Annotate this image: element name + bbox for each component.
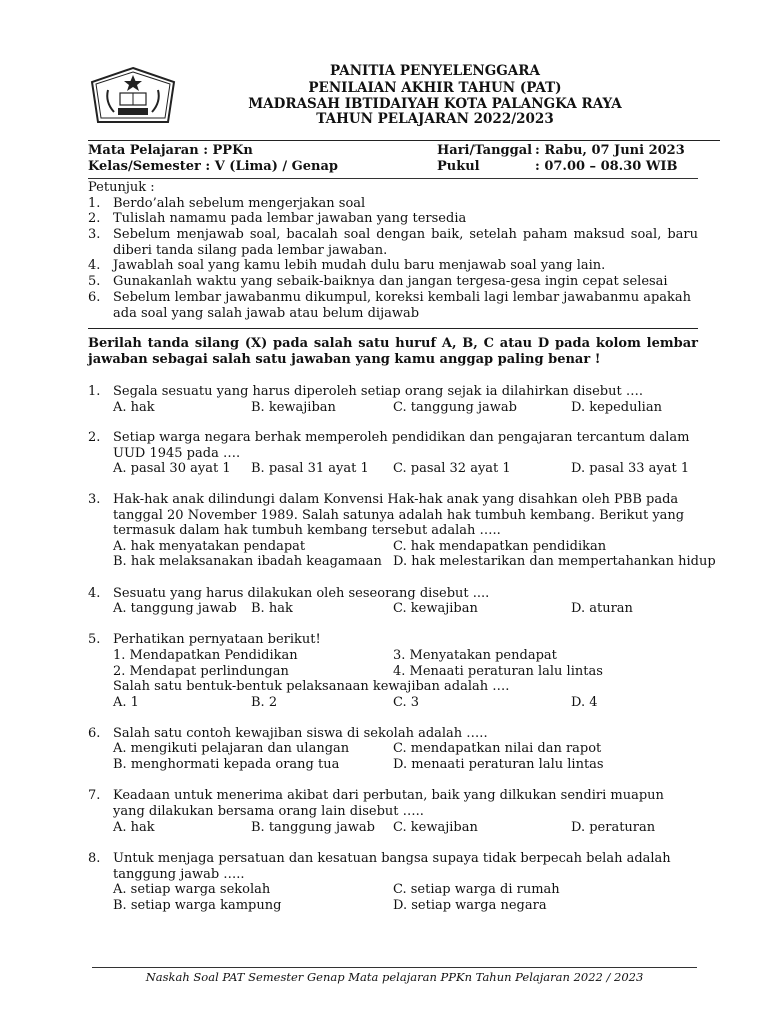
instruction-text: Berdo’alah sebelum mengerjakan soal <box>113 196 366 211</box>
ministry-logo <box>88 66 178 126</box>
option-b: B. menghormati kepada orang tua <box>113 757 340 772</box>
question-number: 5. <box>88 632 101 647</box>
option-b: B. setiap warga kampung <box>113 898 282 913</box>
question-number: 4. <box>88 586 101 601</box>
option-d: D. setiap warga negara <box>393 898 547 913</box>
option-a: A. 1 <box>113 695 139 710</box>
option-d: D. hak melestarikan dan mempertahankan hidup <box>393 554 716 569</box>
statement-4: 4. Menaati peraturan lalu lintas <box>393 664 603 679</box>
option-b: B. tanggung jawab <box>251 820 375 835</box>
option-c: C. hak mendapatkan pendidikan <box>393 539 607 554</box>
question-text: Hak-hak anak dilindungi dalam Konvensi Hak-hak anak yang disahkan oleh PBB pada tanggal 20 November 1989. Salah satunya adalah hak tumbuh kembang. Berikut yang termasuk dalam hak tumbuh kembang tersebut adalah ….. <box>113 492 685 538</box>
question-number: 8. <box>88 851 101 866</box>
question-number: 7. <box>88 788 101 803</box>
option-a: A. mengikuti pelajaran dan ulangan <box>113 741 350 756</box>
day-label: Hari/Tanggal <box>437 143 533 158</box>
option-d: D. menaati peraturan lalu lintas <box>393 757 604 772</box>
option-c: C. kewajiban <box>393 601 478 616</box>
question-prompt: Salah satu bentuk-bentuk pelaksanaan kewajiban adalah …. <box>113 679 510 694</box>
option-d: D. 4 <box>571 695 598 710</box>
option-a: A. pasal 30 ayat 1 <box>113 461 231 476</box>
statement-1: 1. Mendapatkan Pendidikan <box>113 648 298 663</box>
instruction-num: 1. <box>88 196 101 211</box>
option-a: A. tanggung jawab <box>113 601 237 616</box>
question-text: Keadaan untuk menerima akibat dari perbutan, baik yang dilkukan sendiri muapun yang dilakukan bersama orang lain disebut ….. <box>113 788 664 819</box>
question-number: 1. <box>88 384 101 399</box>
instruction-text: Sebelum menjawab soal, bacalah soal dengan baik, setelah paham maksud soal, baru diberi tanda silang pada lembar jawaban. <box>113 227 698 258</box>
instructions-title: Petunjuk : <box>88 180 155 195</box>
time-label: Pukul <box>437 159 480 174</box>
option-c: C. mendapatkan nilai dan rapot <box>393 741 602 756</box>
header-year: TAHUN PELAJARAN 2022/2023 <box>316 111 554 127</box>
time-value: : 07.00 – 08.30 WIB <box>535 159 678 174</box>
option-c: C. setiap warga di rumah <box>393 882 560 897</box>
option-c: C. pasal 32 ayat 1 <box>393 461 511 476</box>
class-label: Kelas/Semester : V (Lima) / Genap <box>88 159 339 174</box>
instruction-text: Tulislah namamu pada lembar jawaban yang tersedia <box>113 211 467 226</box>
answer-directive: Berilah tanda silang (X) pada salah satu huruf A, B, C atau D pada kolom lembar jawaban sebagai salah satu jawaban yang kamu anggap paling benar ! <box>88 336 698 367</box>
question-number: 6. <box>88 726 101 741</box>
info-divider <box>88 178 698 179</box>
instruction-num: 5. <box>88 274 101 289</box>
instruction-num: 2. <box>88 211 101 226</box>
question-text: Perhatikan pernyataan berikut! <box>113 632 321 647</box>
option-b: B. pasal 31 ayat 1 <box>251 461 369 476</box>
question-number: 2. <box>88 430 101 445</box>
option-c: C. kewajiban <box>393 820 478 835</box>
footer-divider <box>92 967 697 968</box>
question-text: Setiap warga negara berhak memperoleh pendidikan dan pengajaran tercantum dalam UUD 1945 pada …. <box>113 430 690 461</box>
option-d: D. pasal 33 ayat 1 <box>571 461 690 476</box>
instruction-num: 4. <box>88 258 101 273</box>
instruction-num: 3. <box>88 227 101 242</box>
option-c: C. tanggung jawab <box>393 400 517 415</box>
option-a: A. hak <box>113 820 155 835</box>
statement-2: 2. Mendapat perlindungan <box>113 664 289 679</box>
option-a: A. hak <box>113 400 155 415</box>
option-a: A. hak menyatakan pendapat <box>113 539 306 554</box>
statement-3: 3. Menyatakan pendapat <box>393 648 557 663</box>
option-b: B. 2 <box>251 695 278 710</box>
instruction-text: Jawablah soal yang kamu lebih mudah dulu baru menjawab soal yang lain. <box>113 258 606 273</box>
option-b: B. hak <box>251 601 293 616</box>
instruction-text: Gunakanlah waktu yang sebaik-baiknya dan jangan tergesa-gesa ingin cepat selesai <box>113 274 668 289</box>
header-exam-title: PENILAIAN AKHIR TAHUN (PAT) <box>308 80 562 96</box>
question-number: 3. <box>88 492 101 507</box>
header-divider <box>88 140 720 141</box>
option-d: D. peraturan <box>571 820 656 835</box>
instruction-num: 6. <box>88 290 101 305</box>
header-school: MADRASAH IBTIDAIYAH KOTA PALANGKA RAYA <box>248 96 622 112</box>
question-text: Salah satu contoh kewajiban siswa di sekolah adalah ….. <box>113 726 488 741</box>
option-d: D. aturan <box>571 601 633 616</box>
footer-text: Naskah Soal PAT Semester Genap Mata pelajaran PPKn Tahun Pelajaran 2022 / 2023 <box>145 970 644 984</box>
day-value: : Rabu, 07 Juni 2023 <box>535 143 685 158</box>
option-b: B. hak melaksanakan ibadah keagamaan <box>113 554 382 569</box>
option-b: B. kewajiban <box>251 400 336 415</box>
option-d: D. kepedulian <box>571 400 662 415</box>
subject-label: Mata Pelajaran : PPKn <box>88 143 253 158</box>
header-committee: PANITIA PENYELENGGARA <box>330 63 540 79</box>
instruction-text: Sebelum lembar jawabanmu dikumpul, koreksi kembali lagi lembar jawabanmu apakah ada soal yang salah jawab atau belum dijawab <box>113 290 692 321</box>
question-text: Untuk menjaga persatuan dan kesatuan bangsa supaya tidak berpecah belah adalah tanggung jawab ….. <box>113 851 671 882</box>
option-c: C. 3 <box>393 695 420 710</box>
option-a: A. setiap warga sekolah <box>113 882 271 897</box>
question-text: Segala sesuatu yang harus diperoleh setiap orang sejak ia dilahirkan disebut …. <box>113 384 643 399</box>
instructions-divider <box>88 328 698 329</box>
question-text: Sesuatu yang harus dilakukan oleh seseorang disebut .... <box>113 586 490 601</box>
